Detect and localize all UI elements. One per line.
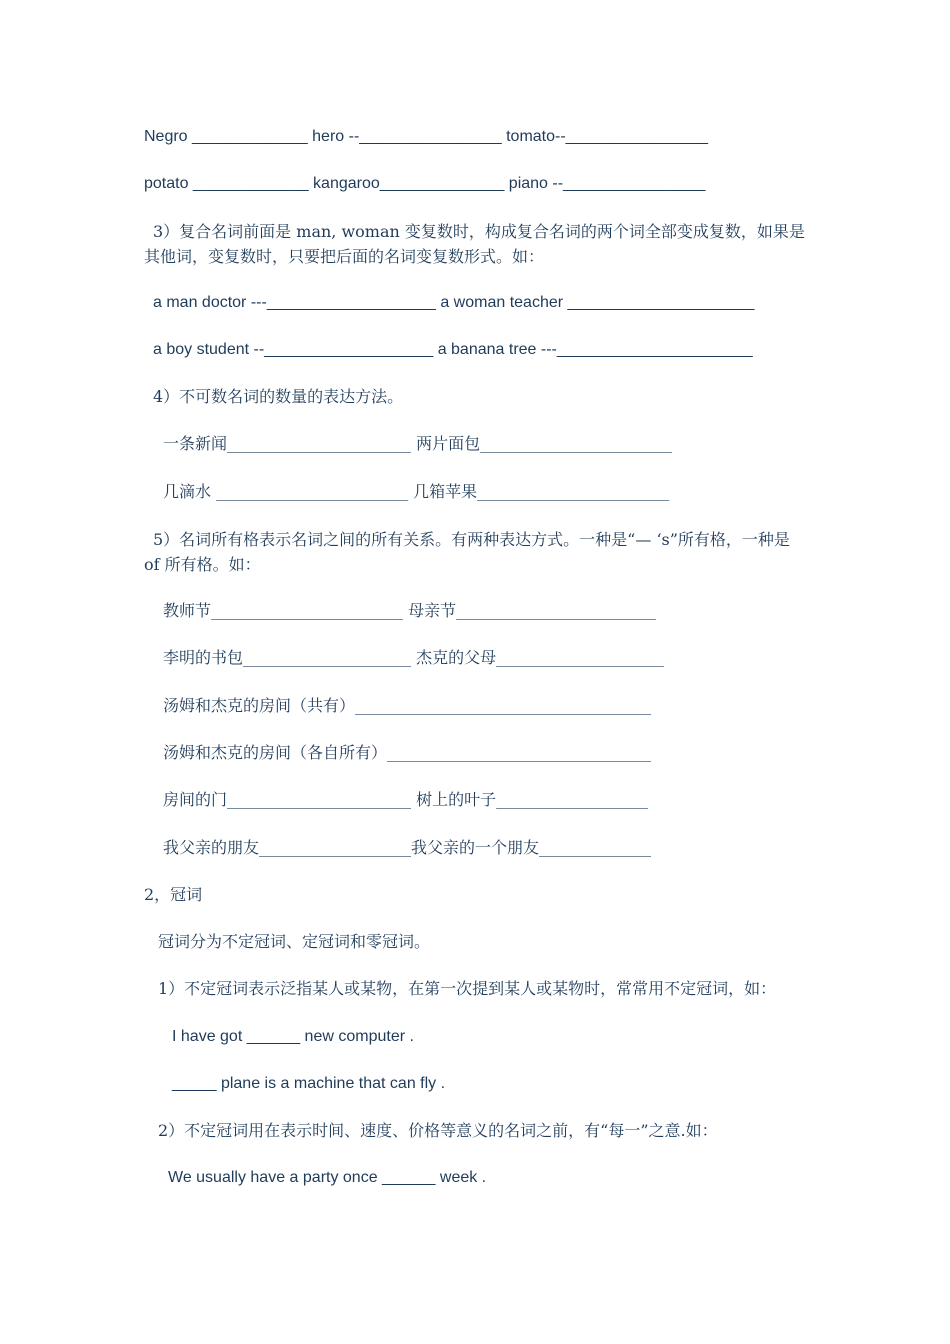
exercise-row-teachers-day: 教师节________________________ 母亲节_________________________ [163, 601, 657, 620]
exercise-row-door: 房间的门_______________________ 树上的叶子___________________ [163, 790, 649, 809]
exercise-row-boy-student: a boy student --___________________ a banana tree ---______________________ [153, 341, 753, 358]
exercise-row-liming: 李明的书包_____________________ 杰克的父母_____________________ [163, 648, 665, 667]
example-party: We usually have a party once ______ week . [168, 1169, 487, 1186]
article-intro: 冠词分为不定冠词、定冠词和零冠词。 [158, 932, 431, 951]
exercise-row-separate-room: 汤姆和杰克的房间（各自所有）_________________________________ [163, 743, 652, 762]
exercise-row-man-doctor: a man doctor ---___________________ a woman teacher _____________________ [153, 294, 755, 311]
rule-compound-nouns: 3）复合名词前面是 man, woman 变复数时，构成复合名词的两个词全部变成复数，如果是其他词，变复数时，只要把后面的名词变复数形式。如： [144, 222, 805, 266]
example-computer: I have got ______ new computer . [172, 1028, 414, 1045]
rule-uncountable-nouns: 4）不可数名词的数量的表达方法。 [153, 387, 404, 406]
rule-indefinite-article: 1）不定冠词表示泛指某人或某物，在第一次提到某人或某物时，常常用不定冠词，如： [158, 979, 777, 998]
rule-indefinite-article-time: 2）不定冠词用在表示时间、速度、价格等意义的名词之前，有“每一”之意.如： [158, 1121, 718, 1140]
exercise-row-water: 几滴水 ________________________ 几箱苹果________________________ [163, 482, 670, 501]
exercise-row-negro: Negro _____________ hero --________________ tomato--________________ [144, 128, 709, 145]
section-heading-articles: 2，冠词 [144, 885, 203, 904]
exercise-row-friend: 我父亲的朋友___________________我父亲的一个朋友______________ [163, 838, 652, 857]
exercise-row-shared-room: 汤姆和杰克的房间（共有）_____________________________________ [163, 696, 652, 715]
rule-possessive: 5）名词所有格表示名词之间的所有关系。有两种表达方式。一种是“— ‘s”所有格，一种是 of 所有格。如： [144, 530, 790, 574]
exercise-row-potato: potato _____________ kangaroo______________ piano --________________ [144, 175, 706, 192]
example-plane: _____ plane is a machine that can fly . [172, 1075, 446, 1092]
exercise-row-news: 一条新闻_______________________ 两片面包________________________ [163, 434, 673, 453]
